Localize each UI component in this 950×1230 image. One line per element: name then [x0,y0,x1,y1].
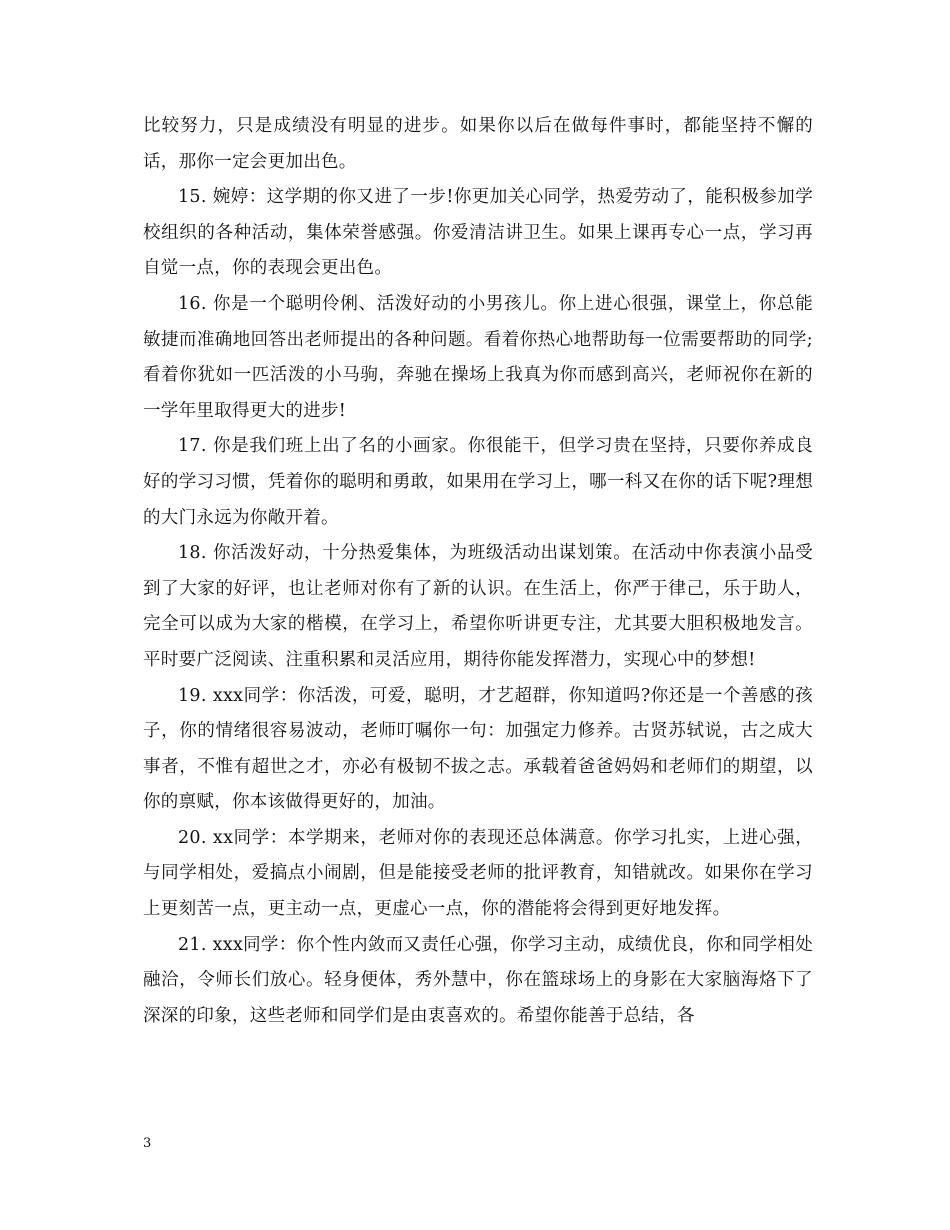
paragraph-continuation: 比较努力，只是成绩没有明显的进步。如果你以后在做每件事时，都能坚持不懈的话，那你一定会更加出色。 [143,116,813,172]
paragraph-comment-17: 17. 你是我们班上出了名的小画家。你很能干，但学习贵在坚持，只要你养成良好的学习习惯，凭着你的聪明和勇敢，如果用在学习上，哪一科又在你的话下呢?理想的大门永远为你敞开着。 [143,436,813,528]
paragraph-comment-18: 18. 你活泼好动，十分热爱集体，为班级活动出谋划策。在活动中你表演小品受到了大家的好评，也让老师对你有了新的认识。在生活上，你严于律己，乐于助人，完全可以成为大家的楷模，在学习上，希望你听讲更专注，尤其要大胆积极地发言。平时要广泛阅读、注重积累和灵活应用，期待你能发挥潜力，实现心中的梦想! [143,543,813,670]
document-body [143,109,813,1034]
paragraph-comment-21: 21. xxx同学：你个性内敛而又责任心强，你学习主动，成绩优良，你和同学相处融洽，令师长们放心。轻身便体，秀外慧中，你在篮球场上的身影在大家脑海烙下了深深的印象，这些老师和同学们是由衷喜欢的。希望你能善于总结，各 [143,934,813,1026]
paragraph-comment-15: 15. 婉婷：这学期的你又进了一步!你更加关心同学，热爱劳动了，能积极参加学校组织的各种活动，集体荣誉感强。你爱清洁讲卫生。如果上课再专心一点，学习再自觉一点，你的表现会更出色。 [143,187,813,279]
page-number: 3 [143,1136,152,1151]
paragraph-comment-16: 16. 你是一个聪明伶俐、活泼好动的小男孩儿。你上进心很强，课堂上，你总能敏捷而准确地回答出老师提出的各种问题。看着你热心地帮助每一位需要帮助的同学;看着你犹如一匹活泼的小马驹，奔驰在操场上我真为你而感到高兴，老师祝你在新的一学年里取得更大的进步! [143,293,813,421]
paragraph-comment-20: 20. xx同学：本学期来，老师对你的表现还总体满意。你学习扎实，上进心强，与同学相处，爱搞点小闹剧，但是能接受老师的批评教育，知错就改。如果你在学习上更刻苦一点，更主动一点，更虚心一点，你的潜能将会得到更好地发挥。 [143,827,813,920]
paragraph-comment-19: 19. xxx同学：你活泼，可爱，聪明，才艺超群，你知道吗?你还是一个善感的孩子，你的情绪很容易波动，老师叮嘱你一句：加强定力修养。古贤苏轼说，古之成大事者，不惟有超世之才，亦必有极韧不拔之志。承载着爸爸妈妈和老师们的期望，以你的禀赋，你本该做得更好的，加油。 [143,685,813,813]
